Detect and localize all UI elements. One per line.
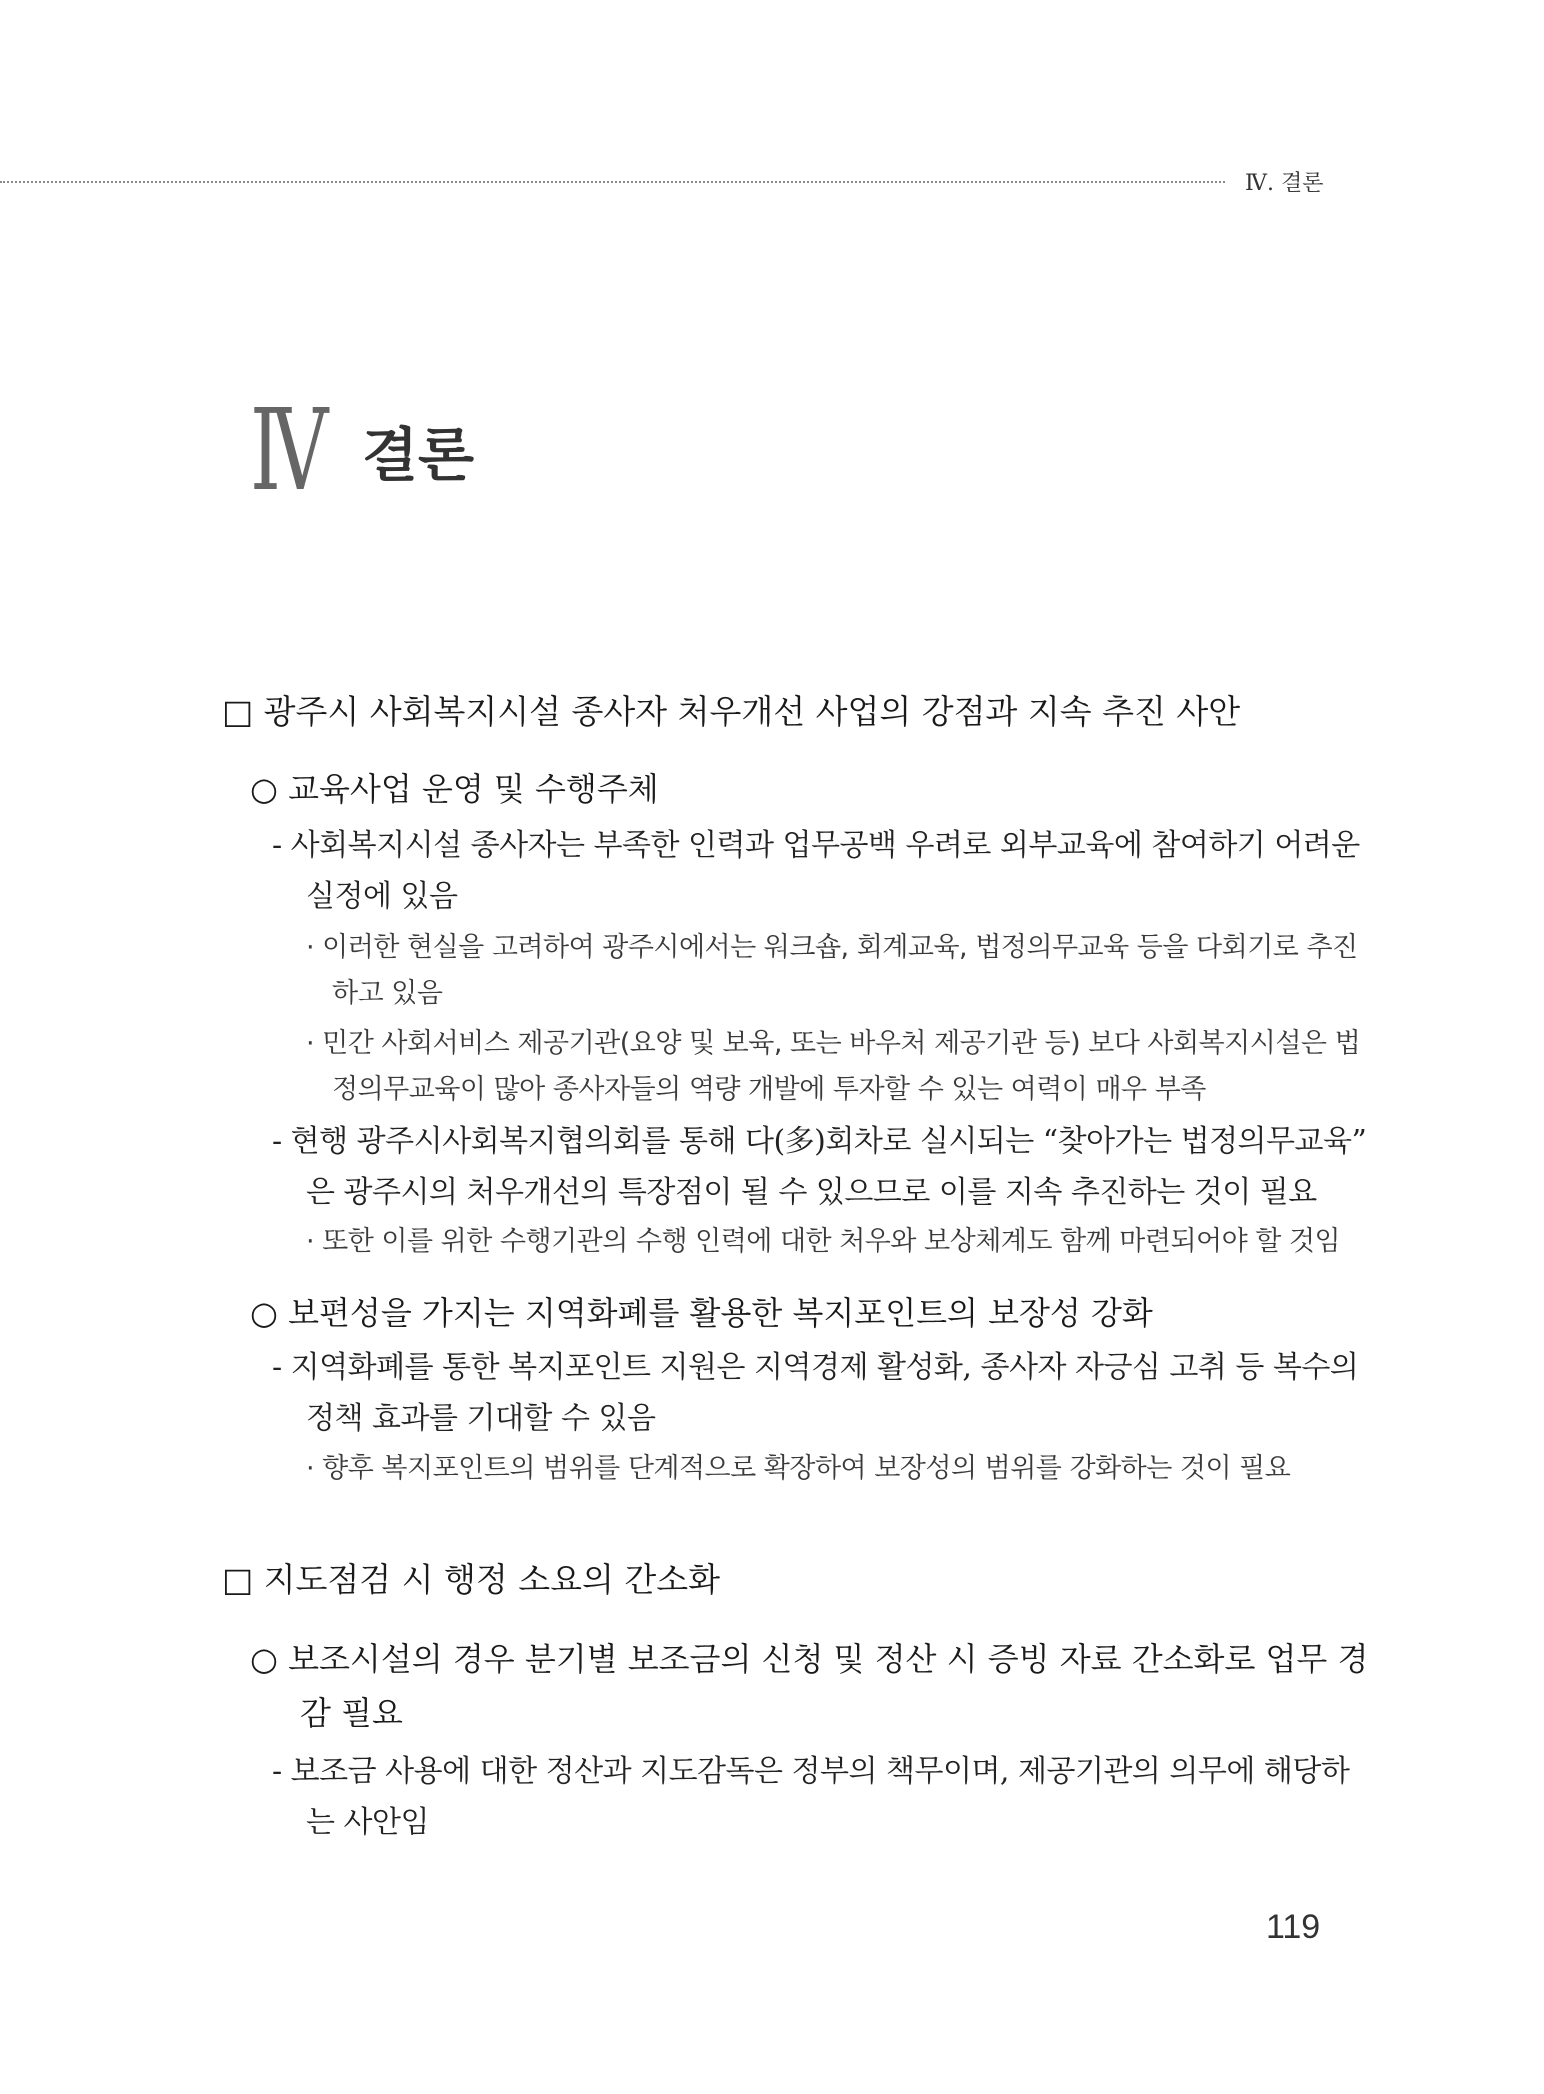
bullet-item-continuation: 하고 있음 (332, 978, 443, 1009)
subsection-heading: ○ 보조시설의 경우 분기별 보조금의 신청 및 정산 시 증빙 자료 간소화로 업무 경 (250, 1640, 1369, 1678)
subsection-heading: ○ 보편성을 가지는 지역화폐를 활용한 복지포인트의 보장성 강화 (250, 1294, 1153, 1332)
dash-item-continuation: 은 광주시의 처우개선의 특장점이 될 수 있으므로 이를 지속 추진하는 것이 필요 (306, 1175, 1317, 1210)
dash-item: - 사회복지시설 종사자는 부족한 인력과 업무공백 우려로 외부교육에 참여하기 어려운 (272, 828, 1360, 863)
running-header: Ⅳ. 결론 (1245, 171, 1324, 196)
bullet-item: · 이러한 현실을 고려하여 광주시에서는 워크숍, 회계교육, 법정의무교육 등을 다회기로 추진 (306, 932, 1358, 963)
bullet-item: · 민간 사회서비스 제공기관(요양 및 보육, 또는 바우처 제공기관 등) 보다 사회복지시설은 법 (306, 1028, 1361, 1059)
section-heading: □ 지도점검 시 행정 소요의 간소화 (222, 1560, 721, 1599)
page-number: 119 (1266, 1908, 1321, 1946)
dash-item-continuation: 실정에 있음 (306, 879, 458, 914)
dash-item-continuation: 정책 효과를 기대할 수 있음 (306, 1401, 656, 1436)
chapter-number: Ⅳ (250, 386, 326, 516)
subsection-heading-continuation: 감 필요 (300, 1694, 403, 1732)
bullet-item: · 향후 복지포인트의 범위를 단계적으로 확장하여 보장성의 범위를 강화하는 것이 필요 (306, 1453, 1291, 1484)
chapter-title: 결론 (362, 421, 475, 489)
dash-item-continuation: 는 사안임 (306, 1805, 429, 1840)
header-rule (0, 181, 1225, 183)
dash-item: - 지역화폐를 통한 복지포인트 지원은 지역경제 활성화, 종사자 자긍심 고취 등 복수의 (272, 1350, 1359, 1385)
dash-item: - 보조금 사용에 대한 정산과 지도감독은 정부의 책무이며, 제공기관의 의무에 해당하 (272, 1754, 1350, 1789)
bullet-item-continuation: 정의무교육이 많아 종사자들의 역량 개발에 투자할 수 있는 여력이 매우 부족 (332, 1074, 1206, 1105)
dash-item: - 현행 광주시사회복지협의회를 통해 다(多)회차로 실시되는 “찾아가는 법정의무교육” (272, 1124, 1367, 1159)
bullet-item: · 또한 이를 위한 수행기관의 수행 인력에 대한 처우와 보상체계도 함께 마련되어야 할 것임 (306, 1226, 1341, 1257)
subsection-heading: ○ 교육사업 운영 및 수행주체 (250, 770, 659, 808)
section-heading: □ 광주시 사회복지시설 종사자 처우개선 사업의 강점과 지속 추진 사안 (222, 692, 1241, 731)
